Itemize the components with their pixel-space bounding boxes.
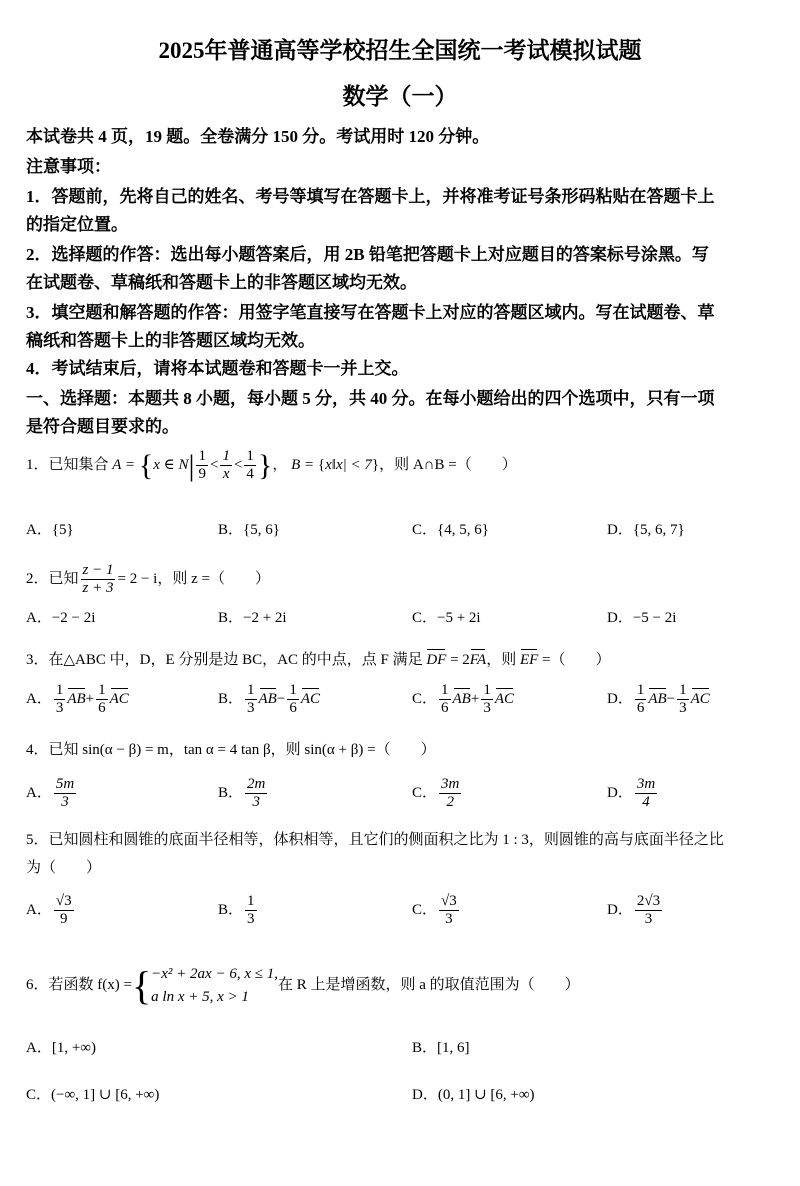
exam-title: 2025年普通高等学校招生全国统一考试模拟试题: [158, 38, 642, 63]
option-label: B．: [218, 691, 244, 708]
q1-set-a-var: x ∈ N: [153, 457, 189, 474]
exam-subtitle: 数学（一）: [342, 84, 458, 109]
option-label: A．: [26, 691, 52, 708]
option-B: B．{5, 6}: [218, 522, 280, 538]
frac-num: 1: [244, 448, 256, 466]
option-fraction: [635, 776, 657, 812]
vector-ab: AB: [452, 691, 471, 708]
vector-ab: AB: [67, 691, 86, 708]
question-5-line-1: 5．已知圆柱和圆锥的底面半径相等，体积相等，且它们的侧面积之比为 1 : 3，则圆锥的高与底面半径之比: [26, 832, 724, 848]
instruction-line: 1．答题前，先将自己的姓名、考号等填写在答题卡上，并将准考证号条形码粘贴在答题卡上: [26, 187, 715, 206]
frac-den: 9: [59, 911, 68, 928]
q1-suffix: ，则 A∩B =（ ）: [379, 457, 517, 474]
frac-den: 3: [644, 911, 653, 928]
vector-fa: FA: [469, 652, 487, 668]
frac-den: 6: [636, 700, 645, 717]
frac-den: 3: [61, 794, 69, 811]
q1-set-b-label: B =: [291, 457, 318, 474]
option-label: D．: [607, 691, 633, 708]
operator: +: [85, 691, 95, 708]
option-label: B．: [218, 785, 244, 802]
option-C: [412, 776, 463, 812]
option-fraction: [439, 682, 451, 718]
option-label: B．: [218, 902, 244, 919]
instruction-line: 一、选择题：本题共 8 小题，每小题 5 分，共 40 分。在每小题给出的四个选项中，只有一项: [26, 389, 715, 408]
frac-num: 1: [439, 682, 451, 700]
option-B: B．[1, 6]: [412, 1040, 470, 1056]
frac-num: √3: [439, 893, 459, 911]
option-C: C．(−∞, 1] ∪ [6, +∞): [26, 1087, 160, 1103]
option-label: A．: [26, 902, 52, 919]
option-A: A．[1, +∞): [26, 1040, 96, 1056]
frac-num: 1: [196, 448, 208, 466]
frac-den: 6: [441, 700, 449, 717]
frac-den: 3: [445, 911, 453, 928]
frac-num: 1: [54, 682, 66, 700]
frac-den: 3: [247, 700, 255, 717]
instruction-line: 是符合题目要求的。: [26, 417, 179, 436]
question-2: [26, 562, 270, 598]
q3-eq: = 2: [446, 652, 470, 668]
operator: −: [666, 691, 676, 708]
question-1: 1．已知集合 A = {x ∈ N| $\frac{1}{9}$ < $\frac{1}{x}$ < $\frac{1}{4}$ }， B = {x‖x| < 7}，则 A∩B =（ ）: [26, 448, 517, 483]
q1-set-a-label: A =: [112, 457, 139, 474]
option-fraction: [439, 776, 461, 812]
option-fraction: [245, 893, 257, 929]
vector-ab: AB: [258, 691, 277, 708]
option-A: A．{5}: [26, 522, 74, 538]
option-fraction: [635, 893, 662, 929]
frac-num: 1: [245, 893, 257, 911]
frac-den: 3: [679, 700, 687, 717]
option-fraction: [54, 893, 74, 929]
frac-num: 1: [220, 448, 232, 466]
option-A: [26, 682, 129, 718]
q2-suffix: = 2 − i，则 z =（ ）: [117, 571, 270, 588]
option-label: D．: [607, 785, 633, 802]
frac-num: 3m: [635, 776, 657, 794]
option-B: B．−2 + 2i: [218, 610, 287, 626]
option-D: D．{5, 6, 7}: [607, 522, 685, 538]
frac-num: √3: [54, 893, 74, 911]
frac-den: 2: [446, 794, 454, 811]
frac-num: 1: [287, 682, 299, 700]
comma: ，: [272, 457, 288, 474]
option-A: A．−2 − 2i: [26, 610, 96, 626]
frac-num: 1: [677, 682, 689, 700]
option-B: [218, 682, 320, 718]
frac-den: x: [222, 466, 230, 483]
option-C: C．−5 + 2i: [412, 610, 481, 626]
q6-prefix: 6．若函数 f(x) =: [26, 976, 132, 993]
frac-num: 2√3: [635, 893, 662, 911]
option-A: [26, 776, 78, 812]
frac-num: 1: [245, 682, 257, 700]
option-label: D．: [607, 902, 633, 919]
instruction-line: 3．填空题和解答题的作答：用签字笔直接写在答题卡上对应的答题区域内。写在试题卷、草: [26, 303, 715, 322]
option-D: D．−5 − 2i: [607, 610, 677, 626]
option-D: D．(0, 1] ∪ [6, +∞): [412, 1087, 535, 1103]
option-fraction: [677, 682, 689, 718]
option-C: C．{4, 5, 6}: [412, 522, 489, 538]
vector-ac: AC: [494, 691, 514, 708]
frac-num: 1: [635, 682, 647, 700]
frac-den: 6: [289, 700, 297, 717]
vector-df: DF: [426, 652, 447, 668]
vector-ac: AC: [300, 691, 320, 708]
question-4: 4．已知 sin(α − β) = m，tan α = 4 tan β，则 sin(α + β) =（ ）: [26, 742, 436, 758]
frac-den: 6: [98, 700, 106, 717]
option-B: [218, 776, 269, 812]
option-C: [412, 682, 514, 718]
operator: +: [470, 691, 480, 708]
option-C: [412, 893, 461, 929]
vector-ab: AB: [648, 691, 667, 708]
option-fraction: [245, 682, 257, 718]
option-label: C．: [412, 691, 438, 708]
option-label: C．: [412, 785, 438, 802]
frac-den: z + 3: [82, 580, 114, 597]
q3-suffix: =（ ）: [538, 652, 611, 668]
q3-then: ，则: [486, 652, 520, 668]
lt: <: [233, 457, 243, 474]
frac-den: 4: [246, 466, 254, 483]
vector-ac: AC: [109, 691, 129, 708]
vector-ac: AC: [690, 691, 710, 708]
option-label: A．: [26, 785, 52, 802]
option-fraction: [439, 893, 459, 929]
frac-num: 1: [481, 682, 493, 700]
option-A: [26, 893, 76, 929]
option-D: [607, 893, 664, 929]
option-fraction: [245, 776, 267, 812]
vector-ef: EF: [519, 652, 539, 668]
frac-den: 3: [483, 700, 491, 717]
q6-suffix: 在 R 上是增函数，则 a 的取值范围为（ ）: [277, 976, 580, 993]
option-label: C．: [412, 902, 438, 919]
operator: −: [276, 691, 286, 708]
option-D: [607, 682, 710, 718]
frac-num: 2m: [245, 776, 267, 794]
question-6: 6．若函数 f(x) ={ −x² + 2ax − 6, x ≤ 1, a ln x + 5, x > 1 在 R 上是增函数，则 a 的取值范围为（ ）: [26, 963, 580, 1008]
q2-prefix: 2．已知: [26, 571, 79, 588]
instruction-line: 注意事项：: [26, 157, 111, 176]
q1-set-b: x‖x| < 7: [325, 457, 372, 474]
frac-num: z − 1: [81, 562, 116, 580]
instruction-line: 2．选择题的作答：选出每小题答案后，用 2B 铅笔把答题卡上对应题目的答案标号涂黑。写: [26, 245, 709, 264]
instruction-line: 本试卷共 4 页，19 题。全卷满分 150 分。考试用时 120 分钟。: [26, 127, 490, 146]
option-fraction: [54, 776, 76, 812]
case-2: a ln x + 5, x > 1: [151, 988, 249, 1005]
q1-prefix: 1．已知集合: [26, 457, 109, 474]
frac-den: 9: [198, 466, 206, 483]
instruction-line: 4．考试结束后，请将本试题卷和答题卡一并上交。: [26, 359, 409, 378]
option-fraction: [287, 682, 299, 718]
frac-num: 5m: [54, 776, 76, 794]
option-fraction: [635, 682, 647, 718]
frac-den: 3: [55, 700, 64, 717]
frac-num: 3m: [439, 776, 461, 794]
frac-den: 3: [247, 911, 255, 928]
q3-prefix: 3．在△ABC 中，D，E 分别是边 BC，AC 的中点，点 F 满足: [26, 652, 427, 668]
case-1: −x² + 2ax − 6, x ≤ 1,: [151, 966, 278, 982]
question-5-line-2: 为（ ）: [26, 860, 102, 876]
frac-den: 3: [252, 794, 260, 811]
instruction-line: 的指定位置。: [26, 215, 128, 234]
option-fraction: [54, 682, 66, 718]
frac-den: 4: [642, 794, 650, 811]
instruction-line: 在试题卷、草稿纸和答题卡上的非答题区域均无效。: [26, 273, 417, 292]
lt: <: [209, 457, 219, 474]
instruction-line: 稿纸和答题卡上的非答题区域均无效。: [26, 331, 315, 350]
frac-num: 1: [96, 682, 108, 700]
option-fraction: [96, 682, 108, 718]
question-3: [26, 648, 611, 669]
option-B: [218, 893, 259, 929]
option-fraction: [481, 682, 493, 718]
option-D: [607, 776, 659, 812]
